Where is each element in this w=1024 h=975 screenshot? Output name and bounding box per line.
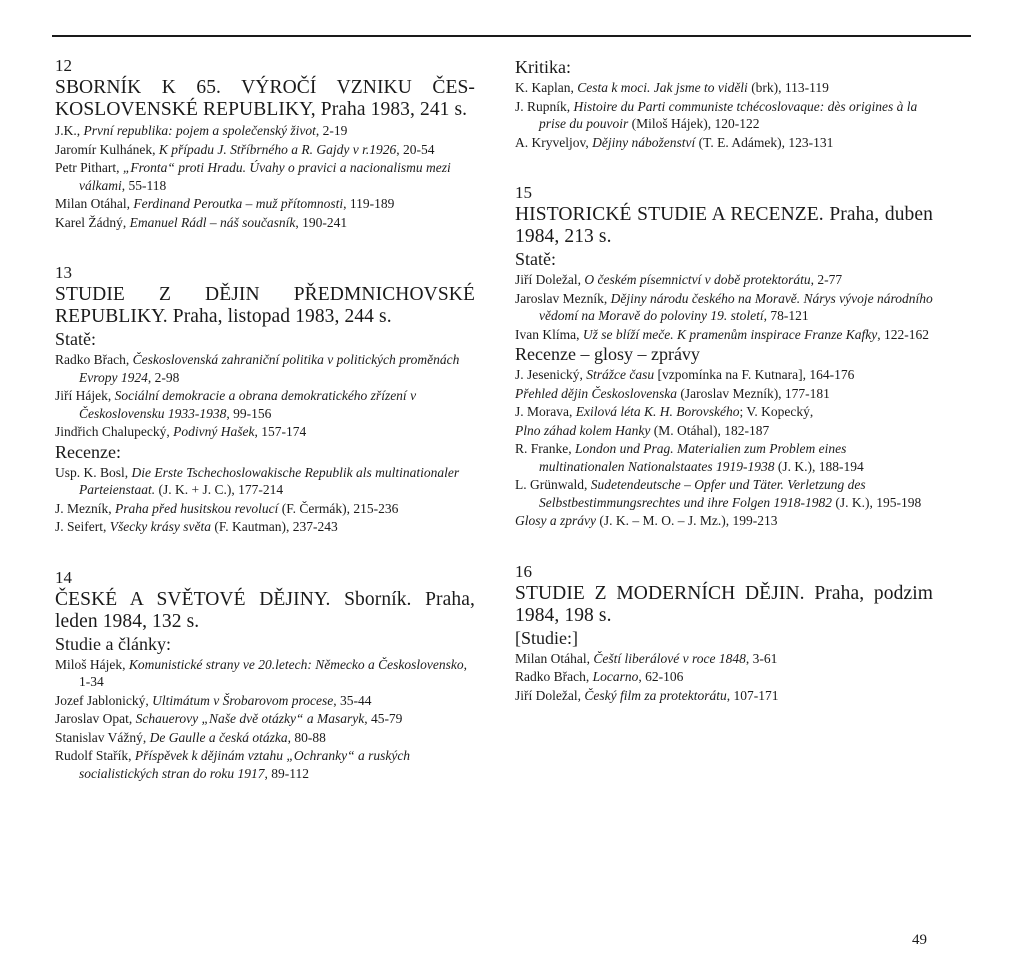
bibliography-entry: [55, 56, 475, 231]
right-column: [515, 56, 933, 736]
list-item: [55, 518, 475, 536]
item-work-title: Exilová léta K. H. Borovského: [575, 404, 740, 419]
item-author: Jiří Doležal,: [515, 272, 585, 287]
item-work-title: Komunistické strany ve 20.letech: Německo a Československo: [128, 656, 464, 672]
item-author: Ivan Klíma,: [515, 326, 583, 342]
item-author: Jaroslav Opat,: [55, 711, 136, 726]
list-item: [55, 122, 475, 140]
item-author: J. Mezník,: [55, 500, 115, 516]
item-details: (Miloš Hájek), 120-122: [628, 116, 760, 131]
list-item: [515, 650, 933, 668]
item-details: , 3-61: [745, 650, 778, 666]
list-item: [515, 290, 933, 325]
item-author: Jozef Jablonický,: [55, 692, 153, 708]
item-author: Petr Pithart,: [55, 160, 123, 175]
item-author: Stanislav Vážný,: [55, 729, 150, 745]
item-details: , 55-118: [121, 177, 167, 193]
list-item: [55, 387, 475, 422]
item-work-title: Sociální demokracie a obrana demokratického zřízení v Československu 1933-1938: [79, 388, 417, 421]
item-work-title: Schauerovy „Naše dvě otázky“ a Masaryk: [135, 711, 365, 726]
list-item: [55, 214, 475, 232]
entry-number: 13: [55, 263, 72, 282]
item-details: (J. K. + J. C.), 177-214: [155, 482, 284, 497]
entry-title: SBORNÍK K 65. VÝROČÍ VZNIKU ČES-KOSLOVENSKÉ REPUBLIKY, Praha 1983, 241 s.: [55, 77, 475, 120]
bibliography-entry: [515, 57, 933, 151]
list-item: [55, 159, 475, 194]
item-work-title: Přehled dějin Československa: [515, 385, 677, 401]
item-details: , 89-112: [264, 765, 309, 781]
list-item: [515, 687, 933, 705]
item-details: , 157-174: [254, 424, 307, 439]
item-author: R. Franke,: [515, 441, 575, 456]
entry-number: 12: [55, 56, 72, 75]
section-heading: Recenze:: [55, 441, 121, 462]
item-work-title: Všecky krásy světa: [109, 519, 211, 534]
entry-title: STUDIE Z MODERNÍCH DĚJIN. Praha, podzim 1984, 198 s.: [515, 582, 933, 626]
list-item: [55, 195, 475, 213]
item-author: Radko Břach,: [55, 352, 133, 367]
item-work-title: Dějiny národu českého na Moravě. Nárys vývoje národního vědomí na Moravě do poloviny 19. století: [539, 290, 933, 323]
item-details: (F. Kautman), 237-243: [210, 519, 338, 534]
entry-title: ČESKÉ A SVĚTOVÉ DĚJINY. Sborník. Praha, leden 1984, 132 s.: [55, 588, 475, 632]
list-item: [515, 512, 933, 530]
item-author: Jaromír Kulhánek,: [55, 141, 159, 157]
bibliography-entry: [515, 183, 933, 530]
item-details: , 99-156: [226, 405, 272, 421]
item-work-title: Emanuel Rádl – náš současník: [129, 214, 296, 230]
item-details: , 78-121: [763, 308, 809, 323]
list-item: [55, 351, 475, 386]
item-author: Jindřich Chalupecký,: [55, 424, 174, 439]
item-details: (J. K.), 195-198: [831, 494, 922, 510]
section-heading: Recenze – glosy – zprávy: [515, 344, 700, 364]
entry-number: 15: [515, 183, 532, 202]
header-rule: [52, 35, 971, 37]
item-details: , 45-79: [364, 711, 403, 726]
section-heading: Studie a články:: [55, 633, 171, 654]
list-item: [515, 326, 933, 344]
item-work-title: Dějiny náboženství: [592, 134, 696, 150]
item-author: L. Grünwald,: [515, 477, 591, 492]
list-item: [515, 440, 933, 475]
list-item: [55, 729, 475, 747]
list-item: [515, 668, 933, 686]
item-author: Milan Otáhal,: [55, 196, 134, 211]
bibliography-entry: [515, 562, 933, 705]
entry-title: HISTORICKÉ STUDIE A RECENZE. Praha, duben 1984, 213 s.: [515, 204, 933, 247]
item-work-title: Ferdinand Peroutka – muž přítomnosti: [133, 196, 344, 211]
item-work-title: Ultimátum v Šrobarovom procese: [152, 692, 334, 708]
item-details: (J. K.), 188-194: [774, 458, 864, 474]
section-heading: Kritika:: [515, 57, 571, 77]
item-author: Miloš Hájek,: [55, 656, 129, 672]
item-work-title: London und Prag. Materialien zum Problem eines multinationalen Nationalstaates 1919-1938: [539, 441, 847, 474]
list-item: [515, 79, 933, 97]
list-item: [55, 710, 475, 728]
item-work-title: O českém písemnictví v době protektorátu: [584, 272, 811, 287]
item-details: (J. K. – M. O. – J. Mz.), 199-213: [596, 513, 778, 528]
item-author: Karel Žádný,: [55, 214, 130, 230]
item-work-title: Příspěvek k dějinám vztahu „Ochranky“ a ruských socialistických stran do roku 1917: [79, 748, 411, 781]
entry-number: 14: [55, 567, 72, 587]
item-work-title: Plno záhad kolem Hanky: [515, 422, 651, 438]
list-item: [515, 422, 933, 440]
item-details: , 2-77: [810, 272, 843, 287]
item-work-title: Československá zahraniční politika v politických proměnách Evropy 1924: [79, 352, 460, 385]
item-author: Usp. K. Bosl,: [55, 464, 132, 480]
list-item: [515, 134, 933, 152]
list-item: [515, 385, 933, 403]
item-author: Jiří Hájek,: [55, 388, 115, 403]
item-details: (T. E. Adámek), 123-131: [695, 134, 834, 150]
list-item: [55, 141, 475, 159]
left-column: [55, 56, 475, 814]
item-author: K. Kaplan,: [515, 80, 578, 95]
list-item: [515, 476, 933, 511]
list-item: [515, 271, 933, 289]
item-work-title: Sudetendeutsche – Opfer und Täter. Verletzung des Selbstbestimmungsrechtes und ihre Folgen 1918-1982: [539, 477, 866, 510]
item-author: Radko Břach,: [515, 669, 593, 684]
item-details: (brk), 113-119: [747, 80, 829, 95]
item-work-title: Locarno: [592, 669, 639, 684]
item-work-title: První republika: pojem a společenský život: [83, 123, 316, 138]
item-work-title: Histoire du Parti communiste tchécoslovaque: dès origines à la prise du pouvoir: [539, 98, 918, 131]
item-author: Jiří Doležal,: [515, 687, 585, 703]
section-heading: Statě:: [515, 249, 556, 269]
list-item: [515, 366, 933, 384]
item-details: , 107-171: [726, 687, 779, 703]
item-work-title: Podivný Hašek: [173, 424, 255, 439]
item-author: J.K.,: [55, 123, 84, 138]
list-item: [515, 403, 933, 421]
item-details: , 122-162: [877, 326, 929, 342]
item-details: (F. Čermák), 215-236: [278, 500, 399, 516]
list-item: [515, 98, 933, 133]
item-details: , 2-19: [315, 123, 348, 138]
item-details: (Jaroslav Mezník), 177-181: [676, 385, 830, 401]
list-item: [55, 747, 475, 782]
item-author: Milan Otáhal,: [515, 650, 594, 666]
item-work-title: Strážce času: [586, 367, 655, 382]
item-details: , 119-189: [343, 196, 395, 211]
list-item: [55, 692, 475, 710]
item-details: , 80-88: [287, 729, 326, 745]
item-work-title: Už se blíží meče. K pramenům inspirace Franze Kafky: [582, 326, 878, 342]
item-details: ; V. Kopecký,: [739, 404, 814, 419]
item-details: , 2-98: [147, 369, 180, 385]
item-author: Jaroslav Mezník,: [515, 290, 611, 306]
item-work-title: Český film za protektorátu: [584, 687, 727, 703]
item-details: , 1-34: [79, 656, 468, 689]
item-author: J. Seifert,: [55, 519, 110, 534]
item-work-title: „Fronta“ proti Hradu. Úvahy o pravici a nacionalismu mezi válkami: [79, 160, 451, 193]
item-details: [vzpomínka na F. Kutnara], 164-176: [654, 367, 855, 382]
list-item: [55, 464, 475, 499]
item-author: Rudolf Stařík,: [55, 748, 135, 763]
item-details: , 20-54: [396, 141, 435, 157]
item-work-title: Čeští liberálové v roce 1848: [593, 650, 746, 666]
list-item: [55, 423, 475, 441]
page-number: 49: [912, 932, 927, 948]
item-work-title: De Gaulle a česká otázka: [149, 729, 288, 745]
bibliography-entry: [55, 568, 475, 783]
entry-number: 16: [515, 561, 532, 581]
bibliography-entry: [55, 263, 475, 536]
item-work-title: Die Erste Tschechoslowakische Republik als multinationaler Parteienstaat.: [79, 464, 460, 497]
item-details: , 35-44: [333, 692, 372, 708]
item-author: J. Jesenický,: [515, 367, 587, 382]
item-author: J. Morava,: [515, 404, 576, 419]
item-details: (M. Otáhal), 182-187: [650, 422, 770, 438]
item-details: , 62-106: [638, 669, 684, 684]
item-author: A. Kryveljov,: [515, 134, 593, 150]
list-item: [55, 656, 475, 691]
item-work-title: Cesta k moci. Jak jsme to viděli: [577, 80, 748, 95]
item-work-title: Glosy a zprávy: [515, 513, 596, 528]
section-heading: [Studie:]: [515, 627, 578, 648]
item-work-title: K případu J. Stříbrného a R. Gajdy v r.1926: [158, 141, 397, 157]
item-author: J. Rupník,: [515, 98, 574, 114]
list-item: [55, 500, 475, 518]
item-work-title: Praha před husitskou revolucí: [115, 500, 279, 516]
entry-title: STUDIE Z DĚJIN PŘEDMNICHOVSKÉ REPUBLIKY. Praha, listopad 1983, 244 s.: [55, 284, 475, 327]
item-details: , 190-241: [295, 214, 348, 230]
section-heading: Statě:: [55, 329, 96, 349]
